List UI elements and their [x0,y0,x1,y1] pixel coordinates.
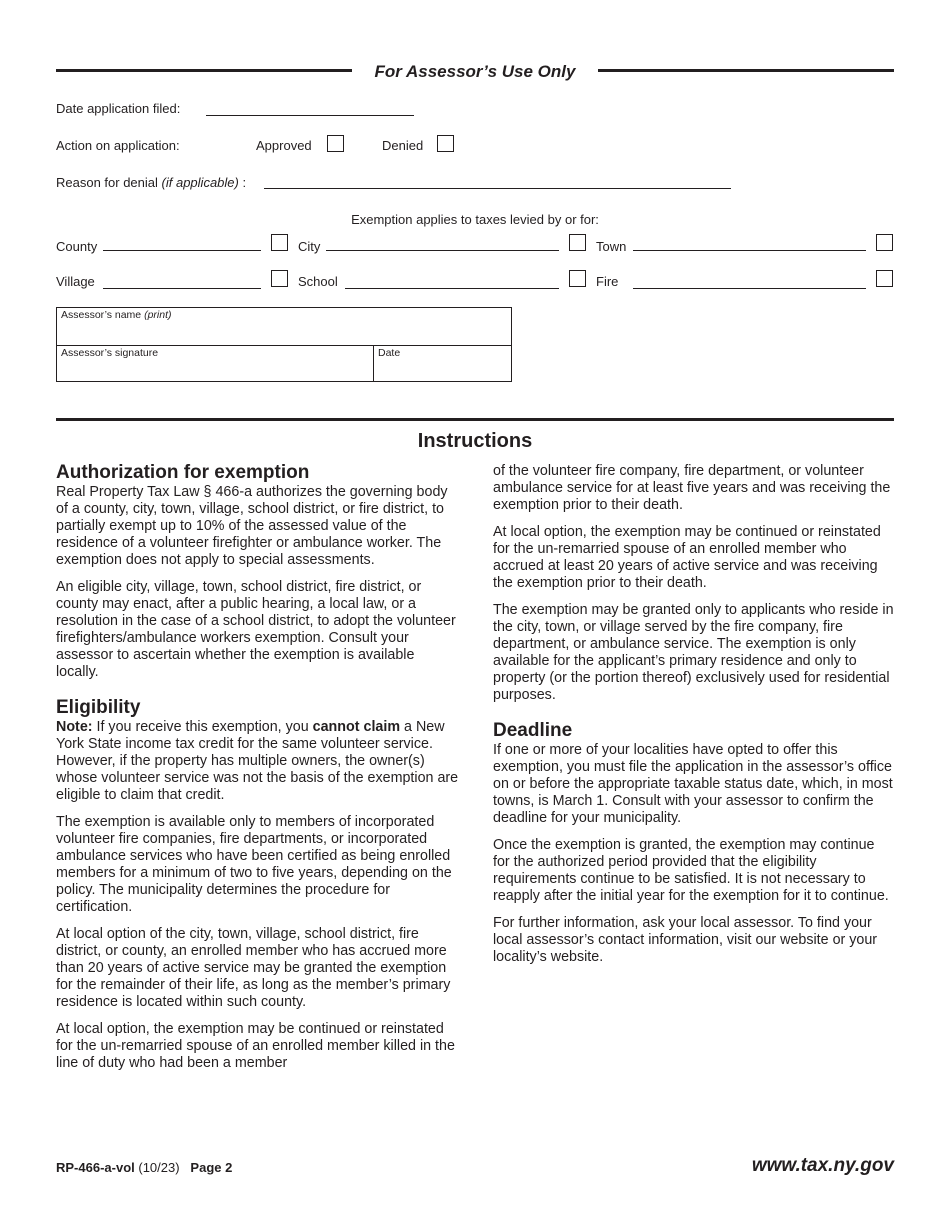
instructions-rule [56,418,894,421]
town-field[interactable] [633,250,866,251]
village-label: Village [56,274,95,289]
approved-checkbox[interactable] [327,135,344,152]
school-checkbox[interactable] [569,270,586,287]
header-rule-left [56,69,352,72]
instructions-title: Instructions [417,430,533,452]
town-label: Town [596,239,627,254]
eligibility-paragraph-5: At local option, the exemption may be continued or reinstated for the un-remarried spouse of an enrolled member who accrued at least 20 years of active service and was receiving the exemption prior to their death. [493,524,881,591]
instructions-right-column [493,463,895,966]
county-field[interactable] [103,250,261,251]
deadline-paragraph-3: For further information, ask your local assessor. To find your local assessor’s contact information, visit our website or your locality’s website. [493,915,878,965]
school-label: School [298,274,338,289]
eligibility-paragraph-3: At local option of the city, town, village, school district, fire district, or county, an enrolled member who has accrued more than 20 years of active service may be granted the exemption for the remainder of their life, as long as the member’s primary residence is located within such county. [56,926,451,1010]
date-filed-label: Date application filed: [56,101,181,116]
county-checkbox[interactable] [271,234,288,251]
denied-checkbox[interactable] [437,135,454,152]
action-label: Action on application: [56,138,180,153]
denied-label: Denied [382,138,424,153]
footer-website-link[interactable]: www.tax.ny.gov [751,1155,894,1176]
assessor-box [56,307,512,382]
eligibility-paragraph-2: The exemption is available only to members of incorporated volunteer fire companies, fire departments, or incorporated ambulance services who have been certified as being enrolled members for a minimum of two to five years, depending on the policy. The municipality determines the procedure for certification. [56,814,452,915]
village-checkbox[interactable] [271,270,288,287]
fire-checkbox[interactable] [876,270,893,287]
footer-form-id: RP-466-a-vol (10/23) Page 2 [56,1160,233,1175]
exemption-applies-label: Exemption applies to taxes levied by or for: [351,212,599,227]
assessor-name-field[interactable] [57,320,511,344]
village-field[interactable] [103,288,261,289]
assessor-signature-label: Assessor’s signature [61,347,159,359]
eligibility-paragraph-4b: of the volunteer fire company, fire department, or volunteer ambulance service for at least five years and was receiving the exemption prior to their death. [493,463,891,513]
reason-field[interactable] [264,188,731,189]
assessor-section-title: For Assessor’s Use Only [374,62,576,81]
county-label: County [56,239,98,254]
fire-field[interactable] [633,288,866,289]
deadline-heading: Deadline [493,720,573,741]
authorization-paragraph-1: Real Property Tax Law § 466-a authorizes the governing body of a county, city, town, village, school district, or fire district, to partially exempt up to 10% of the assessed value of the residence of a volunteer firefighter or ambulance worker. The exemption does not apply to special assessments. [56,484,448,568]
header-rule-right [598,69,894,72]
eligibility-paragraph-4a: At local option, the exemption may be continued or reinstated for the un-remarried spouse of an enrolled member killed in the line of duty who had been a member [56,1021,455,1071]
school-field[interactable] [345,288,559,289]
authorization-heading: Authorization for exemption [56,462,310,483]
assessor-name-label: Assessor’s name (print) [61,309,172,321]
city-field[interactable] [326,250,559,251]
deadline-paragraph-1: If one or more of your localities have opted to offer this exemption, you must file the application in the assessor’s office on or before the appropriate taxable status date, which, in most towns, is March 1. Consult with your assessor to confirm the deadline for your municipality. [493,742,893,826]
eligibility-note: Note: If you receive this exemption, you cannot claim a New York State income tax credit for the same volunteer service. However, if the property has multiple owners, the owner(s) whose volunteer service was not the basis of the exemption are eligible to claim that credit. [56,719,459,803]
city-label: City [298,239,321,254]
authorization-paragraph-2: An eligible city, village, town, school district, fire district, or county may enact, after a public hearing, a local law, or a resolution in the case of a school district, to adopt the volunteer firefighters/ambulance workers exemption. Consult your assessor to ascertain whether the exemption is available locally. [56,579,456,680]
eligibility-heading: Eligibility [56,697,141,718]
eligibility-paragraph-6: The exemption may be granted only to applicants who reside in the city, town, or village served by the fire company, fire department, or ambulance service. The exemption is only available for the applicant’s primary residence and only to property (or the portion thereof) exclusively used for residential purposes. [493,602,894,703]
instructions-left-column [56,462,460,1072]
date-filed-field[interactable] [206,115,414,116]
approved-label: Approved [256,138,312,153]
date-label: Date [378,347,401,359]
fire-label: Fire [596,274,619,289]
town-checkbox[interactable] [876,234,893,251]
assessor-signature-field[interactable] [57,359,372,381]
reason-label: Reason for denial (if applicable) : [56,175,247,190]
assessor-date-field[interactable] [374,359,511,381]
assessor-box-divider [57,345,511,346]
deadline-paragraph-2: Once the exemption is granted, the exemption may continue for the authorized period provided that the eligibility requirements continue to be satisfied. It is not necessary to reapply after the initial year for the exemption for it to continue. [493,837,889,904]
city-checkbox[interactable] [569,234,586,251]
